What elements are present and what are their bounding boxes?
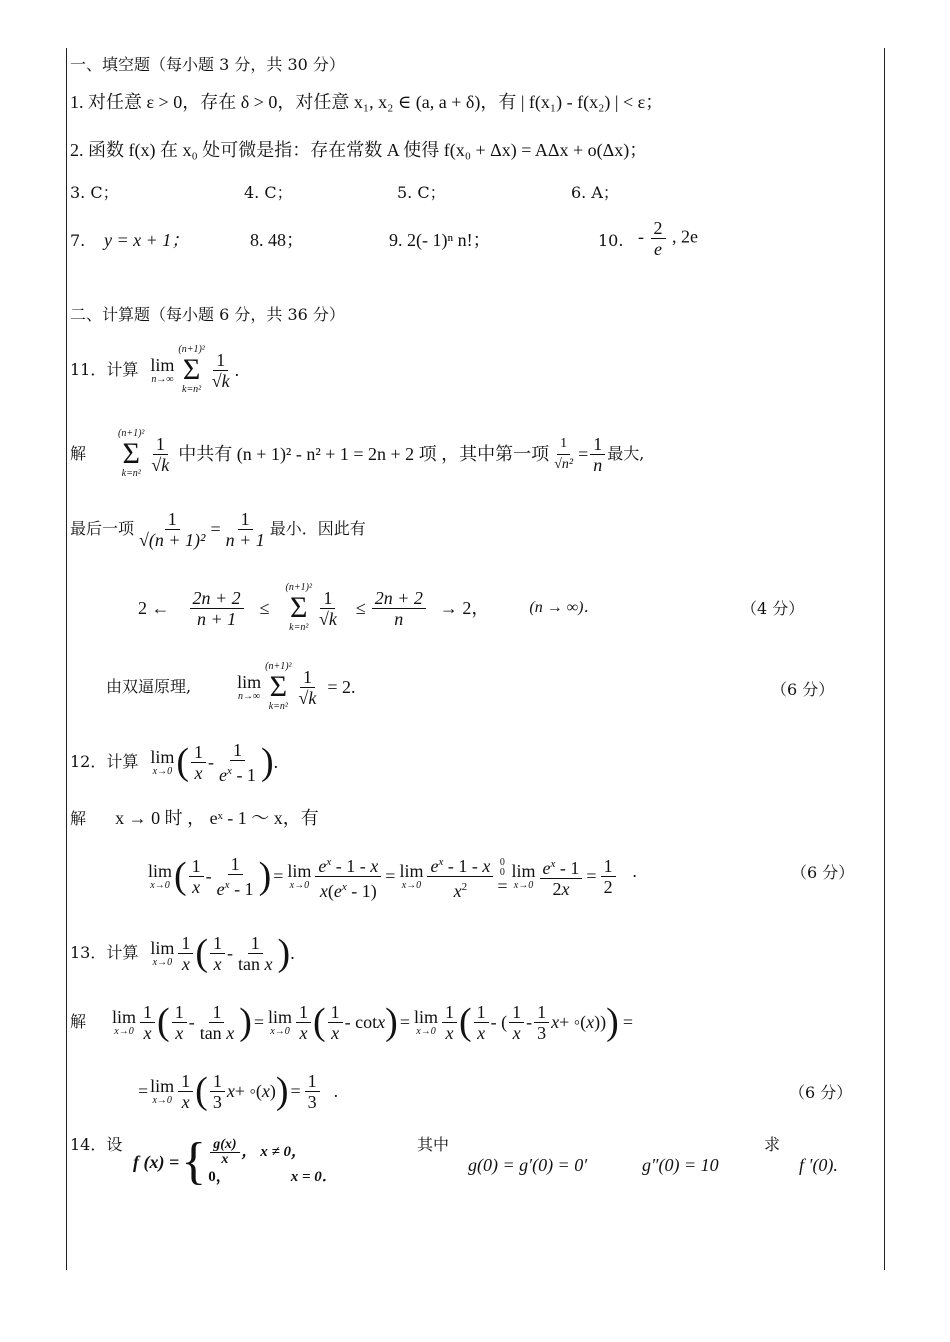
answer-6: 6. A； [571,183,619,202]
equals-sign: = [138,1081,149,1101]
last-term-fraction: $\frac{1}{\text{√(n + 1)²}}$ [139,508,206,550]
answer-5: 5. C； [397,183,446,202]
frac-1-over-tan: $\frac{1}{\text{tan x}}$ [199,1001,235,1043]
frac-1-over-x: $\frac{1}{x}$ [474,1002,489,1043]
piecewise-cases [208,1138,337,1187]
sum-symbol: (n+1)² Σ k=n² [265,661,292,712]
q11-fraction: $\frac{1}{√k}$ [151,433,170,475]
case-2 [208,1167,337,1187]
leq-sign: ≤ [355,598,366,618]
answer-1: 1. 对任意 ε > 0，存在 δ > 0，对任意 x₁, x₂ ∈ (a, a + δ)，有 | f(x₁) - f(x₂) | < ε； [70,92,664,112]
dot: · [631,866,638,886]
frac-1-over-exp: $\frac{1}{e^x - 1}$ [219,739,256,785]
q11-fraction: $\frac{1}{√k}$ [318,587,337,629]
answer-10-fraction [651,218,666,259]
left-border-line [66,48,67,1270]
q14-condition-1: g(0) = g′(0) = 0′ [468,1155,588,1175]
answer-8: 8. 48； [250,230,304,250]
frac-1-over-3: $\frac{1}{3}$ [534,1002,549,1043]
q12-expression: lim x→0 ( $\frac{1}{x}$ - $\frac{1}{e^x - 1}$ ) . [150,739,279,785]
sum-symbol: (n+1)² Σ k=n² [285,582,312,633]
frac-1-over-x: $\frac{1}{x}$ [509,1002,524,1043]
squeeze-theorem-text: 由双逼原理, [106,677,192,696]
period: . [333,1081,339,1101]
limit-symbol: lim x→0 [112,1006,137,1037]
q13-solution-line1 [70,993,633,1051]
leq-sign: ≤ [259,598,270,618]
equals-sign: = [273,866,284,886]
answer-9: 9. 2(- 1)ⁿ n!； [389,230,491,250]
answer-2: 2. 函数 f(x) 在 x₀ 处可微是指：存在常数 A 使得 f(x₀ + Δx) = AΔx + o(Δx)； [70,140,648,160]
q12-equivalence: x → 0 时 ， eˣ - 1 ～ x，有 [115,808,319,828]
frac-1-over-x: $\frac{1}{x}$ [191,742,206,783]
q12-score: （6 分） [791,863,855,882]
equals-sign: = [385,866,396,886]
frac-1-over-x: $\frac{1}{x}$ [140,1002,155,1043]
q11-score-2: （6 分） [771,680,835,699]
q11-conclusion [106,655,356,719]
q11-fraction: $\frac{1}{√k}$ [211,349,230,391]
q14-find: 求 [764,1135,781,1154]
answer-10-tail: , 2e [672,226,698,247]
case2-value: 0， [208,1168,231,1185]
equals-sign: = [586,866,597,886]
frac-1-over-x: $\frac{1}{x}$ [178,1071,193,1112]
equals-sign: = [210,519,221,539]
answer-4: 4. C； [244,183,293,202]
frac-numerator: 2 [651,218,666,239]
limit-symbol: lim x→0 [150,746,175,777]
q12-solution-intro [70,808,319,829]
q11-solution-line2 [70,500,366,558]
q11-sum-expression [116,428,174,480]
case-1 [208,1138,337,1167]
q11-min-text: 最小．因此有 [269,519,366,538]
question-11 [70,340,239,400]
case1-condition: ， x ≠ 0， [241,1144,307,1160]
frac-1-over-exp: $\frac{1}{e^x - 1}$ [216,853,254,899]
solution-label: 解 [70,1012,87,1031]
limit-symbol: lim x→0 [399,860,424,891]
limit-symbol: lim x→0 [148,860,173,891]
q11-result: = 2. [327,677,356,697]
q11-expression: lim n→∞ (n+1)² Σ k=n² $\frac{1}{√k}$ . [150,344,240,395]
frac-1-over-x: $\frac{1}{x}$ [172,1002,187,1043]
frac-1-over-x: $\frac{1}{x}$ [328,1002,343,1043]
equals-sign: = [578,444,589,464]
limit-symbol: lim x→0 [511,860,536,891]
q14-condition-2: g″(0) = 10 [642,1155,719,1175]
q13-score: （6 分） [789,1083,853,1102]
frac-1-over-x: $\frac{1}{x}$ [210,933,225,974]
arrow-left-two: 2 ← [138,598,170,618]
question-13 [70,925,295,981]
q11-max-text: 最大, [607,444,645,463]
section1-title: 一、填空题（每小题 3 分，共 30 分） [70,55,345,74]
equivalent-fraction: $\frac{e^x - 1 - x}{x^2}$ [427,852,493,901]
q11-fraction: $\frac{1}{√k}$ [298,666,317,708]
equals-sign: = [290,1081,301,1101]
q12-solution-chain: lim x→0 ( $\frac{1}{x}$ - $\frac{1}{e^x - 1}$ ) = lim x→0 $\frac{e^x - 1 - x}{x(e^x - 1)}$ = lim x→0 $\frac{e^x - 1 - x}{x^2}$ 0 0 = lim x→0 $\frac{e^x - 1}{2x}$ = $\frac{1}{2}$ · [148,853,638,901]
tends-to-two: → 2， [439,598,490,618]
q13-label: 13．计算 [70,943,139,962]
answer-7-number: 7. [70,231,86,250]
equals-sign: = [253,1012,264,1032]
limit-symbol: lim x→0 [287,860,312,891]
answer-10-minus: - [638,226,644,247]
limit-symbol: lim n→∞ [237,671,262,702]
f-of-x: f (x) = [133,1152,180,1172]
right-border-line [884,48,885,1270]
sum-symbol: (n+1)² Σ k=n² [118,428,145,479]
q11-count-text: 中共有 (n + 1)² - n² + 1 = 2n + 2 项 ，其中第一项 [178,444,550,464]
q13-answer-fraction: $\frac{1}{3}$ [305,1071,320,1112]
q13-chain-1: lim x→0 $\frac{1}{x}$ ( $\frac{1}{x}$ - $\frac{1}{\text{tan x}}$ ) = lim x→0 $\frac{1}{x}$ ( $\frac{1}{x}$ - cot x ) = lim x→0 $\frac{1}{x}$ ( $\frac{1}{x}$ - ( $\frac{1}{x}$ - $\frac{1}{3}$ x + ◦( x )) ) = [112,1001,633,1043]
limit-symbol: lim x→0 [150,1075,175,1106]
q11-squeeze-inequality [138,576,599,640]
first-term-fraction: $\frac{1}{\text{√n²}}$ [554,435,574,472]
section2-title: 二、计算题（每小题 6 分，共 36 分） [70,305,345,324]
answer-7: y = x + 1； [104,230,190,250]
derivative-fraction: $\frac{e^x - 1}{2x}$ [540,854,583,899]
answer-3: 3. C； [70,183,119,202]
one-over-n: $\frac{1}{n}$ [590,434,605,475]
case1-numerator: g(x) [210,1138,239,1153]
sum-symbol: (n+1)² Σ k=n² [178,344,205,395]
upper-bound-fraction: $\frac{2n + 2}{n}$ [372,588,426,629]
limit-symbol: lim x→0 [268,1006,293,1037]
solution-label: 解 [70,444,87,463]
last-term-expression [134,509,270,550]
q11-final-expression [235,661,355,713]
q14-where: 其中 [417,1135,450,1154]
limit-symbol: lim x→0 [150,937,175,968]
q11-score-1: （4 分） [741,599,805,618]
g-over-x [210,1138,239,1167]
q11-label: 11．计算 [70,360,139,379]
equals-sign: = [399,1012,410,1032]
q14-target: f ′(0). [799,1155,838,1175]
q12-answer-fraction [601,856,616,897]
case2-condition: x = 0． [290,1168,337,1185]
lhopital-equals: 0 0 = [497,857,508,896]
q12-label: 12．计算 [70,752,139,771]
answer-numerator: 1 [601,856,616,877]
left-brace: { [181,1133,207,1190]
answer-denominator: 2 [603,876,613,897]
n-to-infinity: (n → ∞)． [529,599,600,616]
frac-denominator: e [654,239,662,259]
frac-1-over-x: $\frac{1}{x}$ [189,856,204,897]
question-12 [70,735,278,789]
answer-10 [638,218,698,259]
q11-first-term [549,434,607,475]
q14-piecewise-definition [133,1132,337,1192]
equals-sign: = [622,1012,633,1032]
one-over-n-plus-1: $\frac{1}{n + 1}$ [225,508,265,550]
lower-bound-fraction: $\frac{2n + 2}{n + 1}$ [190,588,244,629]
answer-10-number: 10. [598,231,624,250]
case1-denominator: x [221,1151,229,1167]
q13-solution-line2: = lim x→0 $\frac{1}{x}$ ( $\frac{1}{3}$ x + ◦( x ) ) = $\frac{1}{3}$ . [138,1070,339,1112]
frac-1-over-3: $\frac{1}{3}$ [210,1071,225,1112]
frac-1-over-x: $\frac{1}{x}$ [442,1002,457,1043]
frac-1-over-x: $\frac{1}{x}$ [178,933,193,974]
solution-label: 解 [70,809,87,828]
combined-fraction: $\frac{e^x - 1 - x}{x(e^x - 1)}$ [315,852,381,901]
limit-symbol: lim x→0 [413,1006,438,1037]
last-term-label: 最后一项 [70,519,135,538]
limit-symbol: lim n→∞ [150,354,175,385]
frac-1-over-x: $\frac{1}{x}$ [296,1002,311,1043]
frac-1-over-tan: $\frac{1}{\text{tan x}}$ [238,932,273,974]
q11-solution-line1 [70,423,644,485]
q13-expression: lim x→0 $\frac{1}{x}$ ( $\frac{1}{x}$ - $\frac{1}{\text{tan x}}$ ) . [150,932,295,974]
q14-label: 14．设 [70,1135,123,1154]
